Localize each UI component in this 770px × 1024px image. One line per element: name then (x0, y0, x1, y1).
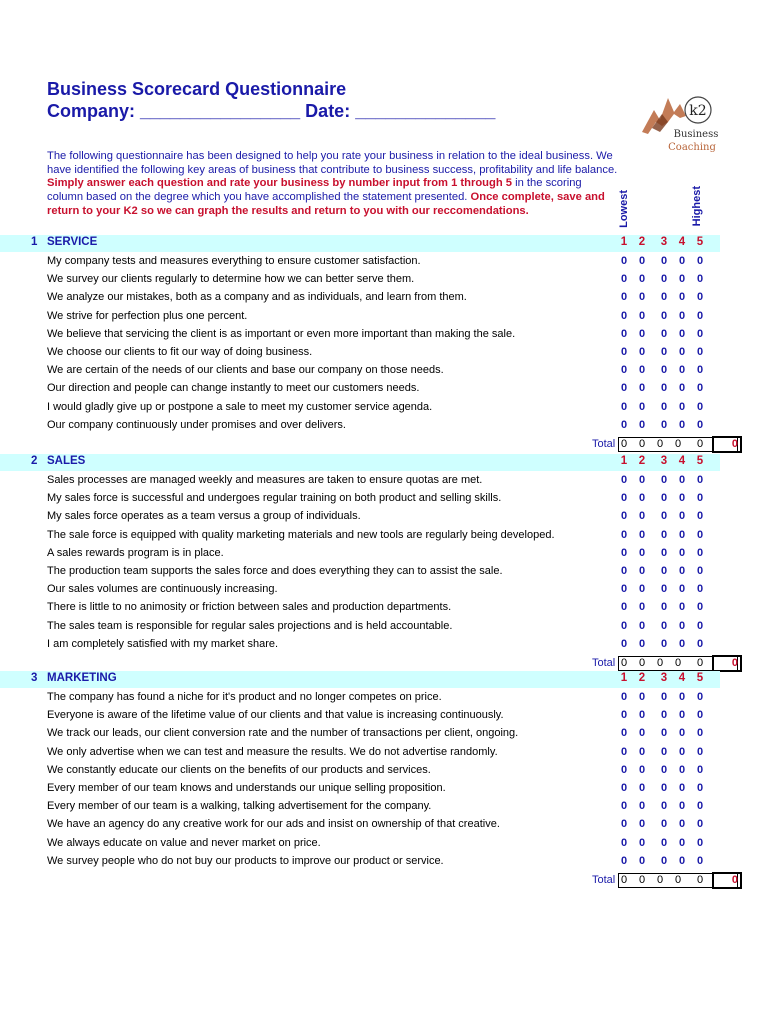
scale-number: 3 (660, 455, 668, 467)
score-cell[interactable]: 0 (660, 565, 668, 577)
score-cell[interactable]: 0 (620, 727, 628, 740)
score-cell[interactable]: 0 (678, 309, 686, 322)
score-cell[interactable]: 0 (696, 255, 704, 267)
score-cell[interactable]: 0 (638, 637, 646, 650)
score-cell[interactable]: 0 (620, 546, 628, 559)
score-cell[interactable]: 0 (678, 637, 686, 650)
section-number: 1 (31, 236, 38, 248)
question-text: We are certain of the needs of our clients and base our company on those needs. (47, 364, 444, 377)
score-cell[interactable]: 0 (696, 854, 704, 867)
score-cell[interactable]: 0 (620, 528, 628, 541)
total-cell: 0 (638, 657, 646, 669)
page-title: Business Scorecard Questionnaire (47, 79, 347, 99)
question-text: We survey our clients regularly to determine how we can better serve them. (47, 273, 415, 286)
score-cell[interactable]: 0 (620, 382, 628, 395)
score-cell[interactable]: 0 (678, 382, 686, 395)
question-text: We strive for perfection plus one percent. (47, 309, 248, 322)
score-cell[interactable]: 0 (638, 492, 646, 505)
score-cell[interactable]: 0 (638, 619, 646, 632)
score-cell[interactable]: 0 (638, 382, 646, 395)
section-header-service (0, 235, 720, 252)
score-cell[interactable]: 0 (696, 800, 704, 813)
score-cell[interactable]: 0 (638, 291, 646, 304)
score-cell[interactable]: 0 (638, 546, 646, 559)
total-cell: 0 (638, 438, 646, 450)
score-cell[interactable]: 0 (620, 619, 628, 632)
score-cell[interactable]: 0 (638, 510, 646, 523)
score-cell[interactable]: 0 (678, 854, 686, 867)
question-text: Everyone is aware of the lifetime value of our clients and that value is increasing continuously. (47, 709, 504, 722)
score-cell[interactable]: 0 (620, 418, 628, 431)
total-label: Total (592, 874, 616, 886)
score-cell[interactable]: 0 (638, 364, 646, 377)
score-cell[interactable]: 0 (696, 382, 704, 395)
score-cell[interactable]: 0 (696, 709, 704, 722)
score-cell[interactable]: 0 (678, 273, 686, 286)
score-cell[interactable]: 0 (638, 745, 646, 758)
score-cell[interactable]: 0 (696, 727, 704, 740)
score-cell[interactable]: 0 (638, 565, 646, 577)
score-cell[interactable]: 0 (678, 474, 686, 486)
total-cell: 0 (620, 657, 628, 669)
score-cell[interactable]: 0 (696, 782, 704, 794)
total-cell: 0 (638, 874, 646, 886)
total-label: Total (592, 657, 616, 669)
score-cell[interactable]: 0 (660, 364, 668, 377)
section-title: MARKETING (47, 672, 117, 684)
score-cell[interactable]: 0 (660, 346, 668, 358)
score-cell[interactable]: 0 (660, 782, 668, 794)
question-text: We have an agency do any creative work for our ads and insist on ownership of that creative. (47, 818, 500, 831)
scale-number: 5 (696, 455, 704, 467)
question-text: Our company continuously under promises and over delivers. (47, 418, 346, 431)
score-cell[interactable]: 0 (696, 327, 704, 340)
score-cell[interactable]: 0 (678, 346, 686, 358)
score-cell[interactable]: 0 (620, 782, 628, 794)
score-cell[interactable]: 0 (638, 418, 646, 431)
total-cell: 0 (674, 657, 682, 669)
score-cell[interactable]: 0 (678, 583, 686, 596)
score-cell[interactable]: 0 (678, 528, 686, 541)
score-cell[interactable]: 0 (660, 510, 668, 523)
section-number: 2 (31, 455, 38, 467)
score-cell[interactable]: 0 (638, 327, 646, 340)
score-cell[interactable]: 0 (678, 400, 686, 413)
k2-logo (640, 92, 724, 154)
total-cell: 0 (620, 438, 628, 450)
svg-text:Business: Business (673, 129, 719, 140)
section-title: SALES (47, 455, 86, 467)
score-cell[interactable]: 0 (620, 601, 628, 614)
question-text: We analyze our mistakes, both as a company and as individuals, and learn from them. (47, 291, 467, 304)
question-text: We track our leads, our client conversion rate and the number of transactions per client, ongoing. (47, 727, 519, 740)
score-cell[interactable]: 0 (696, 583, 704, 596)
score-cell[interactable]: 0 (678, 709, 686, 722)
score-cell[interactable]: 0 (696, 745, 704, 758)
scale-number: 5 (696, 236, 704, 248)
score-cell[interactable]: 0 (678, 510, 686, 523)
score-cell[interactable]: 0 (696, 418, 704, 431)
score-cell[interactable]: 0 (620, 800, 628, 813)
score-cell[interactable]: 0 (660, 836, 668, 849)
score-cell[interactable]: 0 (638, 763, 646, 776)
scale-number: 4 (678, 236, 686, 248)
total-cell: 0 (674, 438, 682, 450)
total-cell: 0 (656, 438, 664, 450)
score-cell[interactable]: 0 (660, 800, 668, 813)
score-cell[interactable]: 0 (660, 619, 668, 632)
question-text: The sale force is equipped with quality marketing materials and new tools are regularly being developed. (47, 528, 555, 541)
score-cell[interactable]: 0 (620, 763, 628, 776)
score-cell[interactable]: 0 (678, 291, 686, 304)
score-cell[interactable]: 0 (638, 309, 646, 322)
question-text: We choose our clients to fit our way of doing business. (47, 346, 313, 358)
score-cell[interactable]: 0 (696, 474, 704, 486)
intro-paragraph: The following questionnaire has been designed to help you rate your business in relation to the ideal business. We have identified the following key areas of business that contribute to business success, profitability and life balance. Simply answer each question and rate your business by number input from 1 through 5 in the scoring column based on the degree which you have accomplished the statement presented. Once complete, save and return to your K2 so we can graph the results and return to you with our reccomendations. (47, 150, 618, 217)
score-cell[interactable]: 0 (696, 273, 704, 286)
scale-number: 3 (660, 236, 668, 248)
section-number: 3 (31, 672, 38, 684)
scale-number: 2 (638, 236, 646, 248)
question-text: The production team supports the sales force and does everything they can to assist the sale. (47, 565, 503, 577)
scale-number: 2 (638, 672, 646, 684)
score-cell[interactable]: 0 (620, 836, 628, 849)
score-cell[interactable]: 0 (660, 309, 668, 322)
score-cell[interactable]: 0 (638, 782, 646, 794)
score-cell[interactable]: 0 (660, 709, 668, 722)
score-cell[interactable]: 0 (660, 255, 668, 267)
question-text: My sales force is successful and undergoes regular training on both product and selling skills. (47, 492, 502, 505)
score-cell[interactable]: 0 (660, 474, 668, 486)
svg-text:k2: k2 (689, 103, 707, 119)
score-cell[interactable]: 0 (678, 327, 686, 340)
question-text: We survey people who do not buy our products to improve our product or service. (47, 854, 444, 867)
total-cell: 0 (674, 874, 682, 886)
scale-number: 4 (678, 672, 686, 684)
question-text: Every member of our team is a walking, talking advertisement for the company. (47, 800, 432, 813)
score-cell[interactable]: 0 (678, 565, 686, 577)
score-cell[interactable]: 0 (678, 818, 686, 831)
score-cell[interactable]: 0 (696, 492, 704, 505)
score-cell[interactable]: 0 (638, 583, 646, 596)
question-text: We only advertise when we can test and measure the results. We do not advertise randomly. (47, 745, 498, 758)
score-cell[interactable]: 0 (678, 492, 686, 505)
question-text: I am completely satisfied with my market share. (47, 637, 279, 650)
score-cell[interactable]: 0 (620, 854, 628, 867)
total-cell: 0 (696, 438, 704, 450)
score-cell[interactable]: 0 (620, 492, 628, 505)
score-cell[interactable]: 0 (678, 691, 686, 703)
score-cell[interactable]: 0 (638, 273, 646, 286)
score-cell[interactable]: 0 (678, 800, 686, 813)
score-cell[interactable]: 0 (620, 565, 628, 577)
highest-label: Highest (691, 186, 703, 227)
score-cell[interactable]: 0 (638, 727, 646, 740)
score-cell[interactable]: 0 (660, 745, 668, 758)
score-cell[interactable]: 0 (678, 546, 686, 559)
score-cell[interactable]: 0 (678, 255, 686, 267)
grand-total-cell: 0 (712, 436, 742, 453)
score-cell[interactable]: 0 (678, 745, 686, 758)
grand-total-cell: 0 (712, 655, 742, 672)
score-cell[interactable]: 0 (660, 418, 668, 431)
score-cell[interactable]: 0 (620, 273, 628, 286)
question-text: The company has found a niche for it's product and no longer competes on price. (47, 691, 442, 703)
score-cell[interactable]: 0 (660, 854, 668, 867)
score-cell[interactable]: 0 (696, 691, 704, 703)
score-cell[interactable]: 0 (660, 273, 668, 286)
score-cell[interactable]: 0 (678, 782, 686, 794)
scale-number: 4 (678, 455, 686, 467)
scale-number: 1 (620, 236, 628, 248)
total-cell: 0 (656, 657, 664, 669)
score-cell[interactable]: 0 (696, 836, 704, 849)
score-cell[interactable]: 0 (678, 418, 686, 431)
score-cell[interactable]: 0 (696, 637, 704, 650)
score-cell[interactable]: 0 (638, 836, 646, 849)
question-text: A sales rewards program is in place. (47, 546, 224, 559)
score-cell[interactable]: 0 (696, 601, 704, 614)
scale-number: 1 (620, 455, 628, 467)
question-text: We constantly educate our clients on the benefits of our products and services. (47, 763, 431, 776)
score-cell[interactable]: 0 (638, 691, 646, 703)
score-cell[interactable]: 0 (660, 691, 668, 703)
total-cell: 0 (696, 874, 704, 886)
score-cell[interactable]: 0 (620, 327, 628, 340)
score-cell[interactable]: 0 (660, 583, 668, 596)
question-text: Our sales volumes are continuously increasing. (47, 583, 278, 596)
total-cell: 0 (656, 874, 664, 886)
score-cell[interactable]: 0 (660, 291, 668, 304)
score-cell[interactable]: 0 (696, 364, 704, 377)
question-text: I would gladly give up or postpone a sale to meet my customer service agenda. (47, 400, 433, 413)
scale-number: 5 (696, 672, 704, 684)
score-cell[interactable]: 0 (620, 291, 628, 304)
score-cell[interactable]: 0 (638, 474, 646, 486)
score-cell[interactable]: 0 (638, 854, 646, 867)
score-cell[interactable]: 0 (620, 818, 628, 831)
total-cell: 0 (696, 657, 704, 669)
score-cell[interactable]: 0 (678, 763, 686, 776)
score-cell[interactable]: 0 (696, 818, 704, 831)
score-cell[interactable]: 0 (638, 528, 646, 541)
company-date-line: Company: ________________ Date: ______________ (47, 101, 496, 121)
score-cell[interactable]: 0 (696, 528, 704, 541)
score-cell[interactable]: 0 (678, 364, 686, 377)
question-text: There is little to no animosity or friction between sales and production departments. (47, 601, 452, 614)
score-cell[interactable]: 0 (696, 309, 704, 322)
score-cell[interactable]: 0 (696, 346, 704, 358)
score-cell[interactable]: 0 (696, 619, 704, 632)
score-cell[interactable]: 0 (660, 601, 668, 614)
score-cell[interactable]: 0 (638, 255, 646, 267)
scale-number: 2 (638, 455, 646, 467)
score-cell[interactable]: 0 (660, 528, 668, 541)
score-cell[interactable]: 0 (620, 474, 628, 486)
score-cell[interactable]: 0 (696, 291, 704, 304)
score-cell[interactable]: 0 (660, 546, 668, 559)
score-cell[interactable]: 0 (638, 346, 646, 358)
score-cell[interactable]: 0 (638, 400, 646, 413)
score-cell[interactable]: 0 (620, 691, 628, 703)
score-cell[interactable]: 0 (620, 255, 628, 267)
question-text: Our direction and people can change instantly to meet our customers needs. (47, 382, 420, 395)
question-text: My company tests and measures everything to ensure customer satisfaction. (47, 255, 421, 267)
score-cell[interactable]: 0 (638, 601, 646, 614)
score-cell[interactable]: 0 (660, 382, 668, 395)
score-cell[interactable]: 0 (620, 400, 628, 413)
scale-number: 1 (620, 672, 628, 684)
score-cell[interactable]: 0 (620, 510, 628, 523)
score-cell[interactable]: 0 (696, 565, 704, 577)
svg-text:Coaching: Coaching (668, 142, 716, 153)
grand-total-cell: 0 (712, 872, 742, 889)
score-cell[interactable]: 0 (678, 727, 686, 740)
score-cell[interactable]: 0 (678, 619, 686, 632)
score-cell[interactable]: 0 (696, 763, 704, 776)
score-cell[interactable]: 0 (660, 727, 668, 740)
question-text: My sales force operates as a team versus a group of individuals. (47, 510, 361, 523)
score-cell[interactable]: 0 (660, 637, 668, 650)
score-cell[interactable]: 0 (660, 763, 668, 776)
question-text: We believe that servicing the client is as important or even more important than making the sale. (47, 327, 516, 340)
score-cell[interactable]: 0 (620, 637, 628, 650)
question-text: The sales team is responsible for regular sales projections and is held accountable. (47, 619, 453, 632)
lowest-label: Lowest (618, 190, 630, 228)
score-cell[interactable]: 0 (696, 510, 704, 523)
score-cell[interactable]: 0 (696, 546, 704, 559)
score-cell[interactable]: 0 (620, 709, 628, 722)
score-cell[interactable]: 0 (660, 818, 668, 831)
score-cell[interactable]: 0 (660, 327, 668, 340)
score-cell[interactable]: 0 (620, 364, 628, 377)
score-cell[interactable]: 0 (620, 583, 628, 596)
question-text: We always educate on value and never market on price. (47, 836, 321, 849)
question-text: Sales processes are managed weekly and measures are taken to ensure quotas are met. (47, 474, 483, 486)
total-label: Total (592, 438, 616, 450)
score-cell[interactable]: 0 (678, 601, 686, 614)
scale-number: 3 (660, 672, 668, 684)
score-cell[interactable]: 0 (660, 492, 668, 505)
score-cell[interactable]: 0 (638, 800, 646, 813)
score-cell[interactable]: 0 (620, 745, 628, 758)
section-title: SERVICE (47, 236, 98, 248)
score-cell[interactable]: 0 (638, 818, 646, 831)
score-cell[interactable]: 0 (638, 709, 646, 722)
score-cell[interactable]: 0 (620, 346, 628, 358)
score-cell[interactable]: 0 (678, 836, 686, 849)
score-cell[interactable]: 0 (660, 400, 668, 413)
total-cell: 0 (620, 874, 628, 886)
score-cell[interactable]: 0 (696, 400, 704, 413)
score-cell[interactable]: 0 (620, 309, 628, 322)
section-header-sales (0, 454, 720, 471)
question-text: Every member of our team knows and understands our unique selling proposition. (47, 782, 446, 794)
